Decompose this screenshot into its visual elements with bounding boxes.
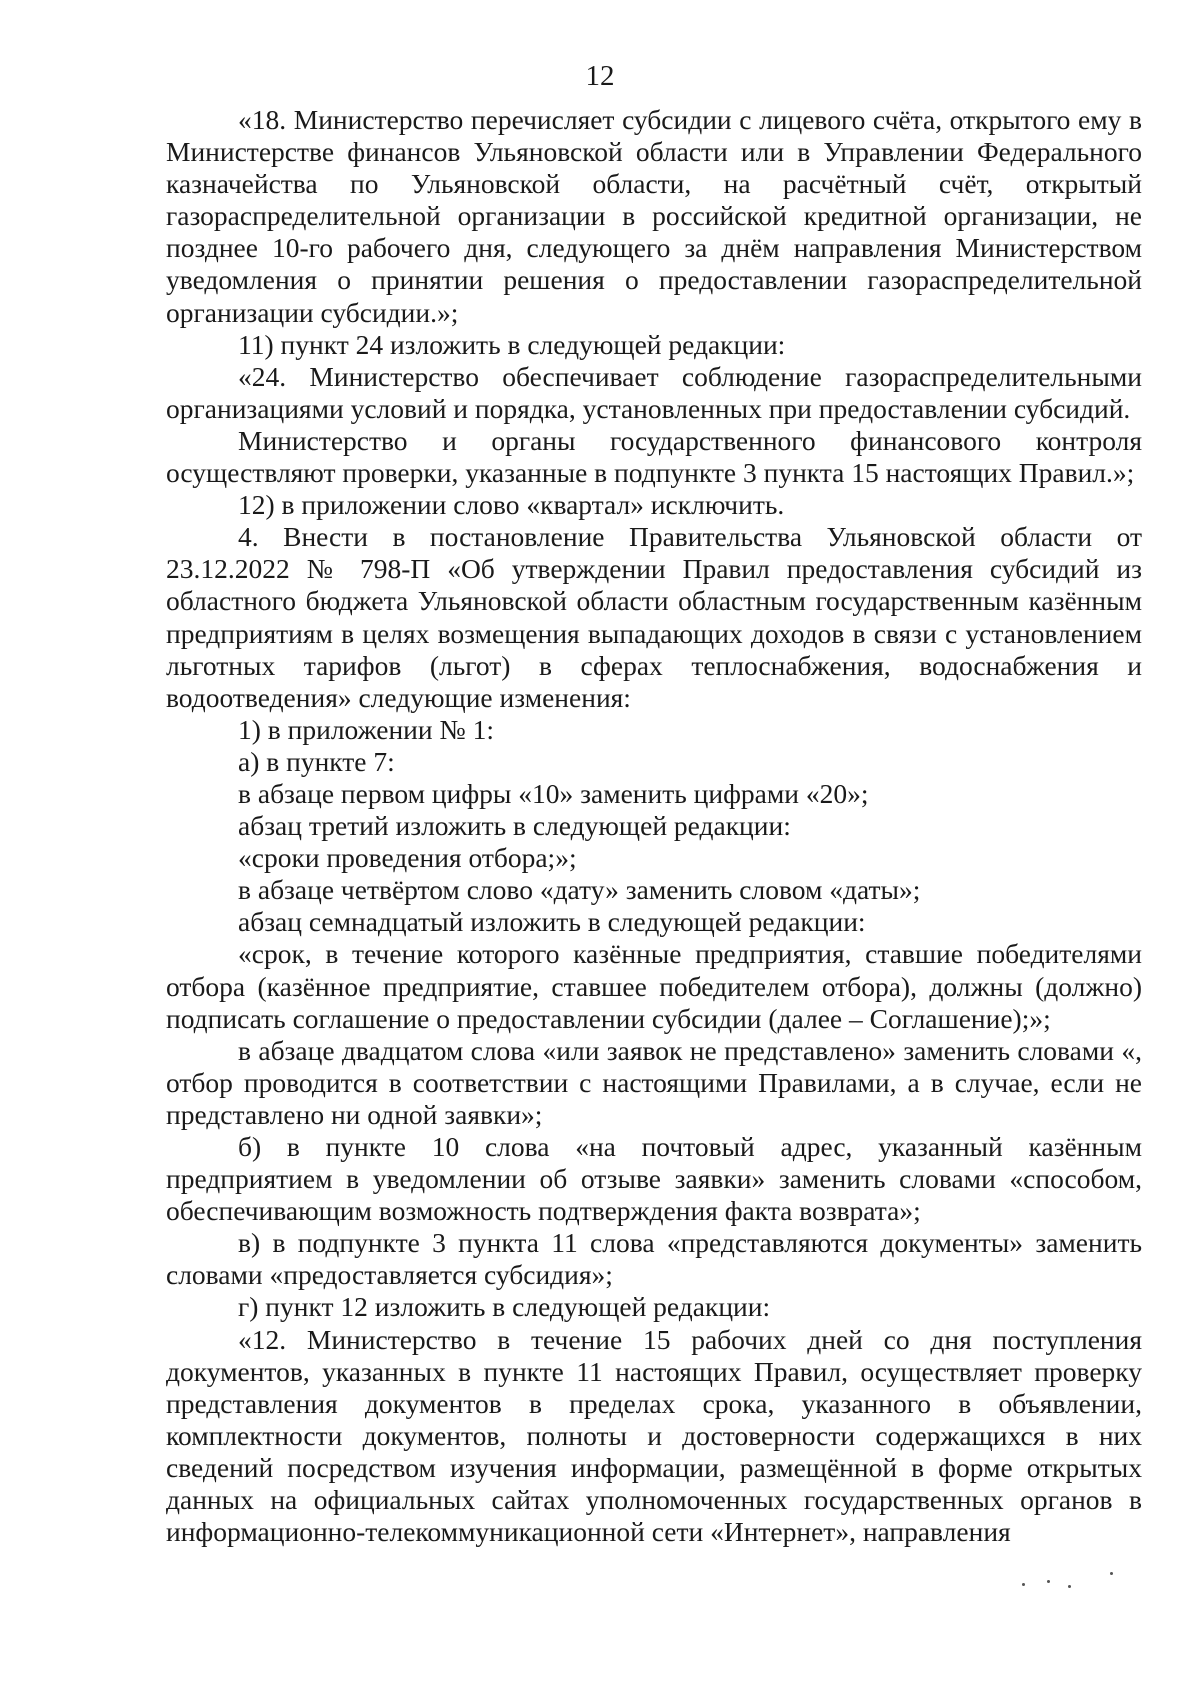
paragraph: 11) пункт 24 изложить в следующей редакции:: [238, 328, 786, 360]
paragraph: в абзаце четвёртом слово «дату» заменить словом «даты»;: [238, 874, 921, 906]
paragraph: «сроки проведения отбора;»;: [238, 842, 577, 874]
paragraph: 1) в приложении № 1:: [238, 713, 494, 745]
document-body: [166, 104, 1142, 1548]
paragraph: 12) в приложении слово «квартал» исключить.: [238, 489, 785, 521]
paragraph: Министерство и органы государственного финансового контроля осуществляют проверки, указанные в подпункте 3 пункта 15 настоящих Правил.»;: [166, 424, 1142, 489]
paragraph: б) в пункте 10 слова «на почтовый адрес, указанный казённым предприятием в уведомлении об отзыве заявки» заменить словами «способом, обеспечивающим возможность подтверждения факта возврата»;: [166, 1131, 1142, 1227]
paragraph: «срок, в течение которого казённые предприятия, ставшие победителями отбора (казённое предприятие, ставшее победителем отбора), должны (должно) подписать соглашение о предоставлении субсидии (далее – Соглашение);»;: [166, 938, 1142, 1034]
paragraph: а) в пункте 7:: [238, 745, 395, 777]
scan-speck: [1047, 1580, 1050, 1583]
paragraph: «18. Министерство перечисляет субсидии с лицевого счёта, открытого ему в Министерстве финансов Ульяновской области или в Управлении Федерального казначейства по Ульяновской области, на расчётный счёт, открытый газораспределительной организации в российской кредитной организации, не позднее 10-го рабочего дня, следующего за днём направления Министерством уведомления о принятии решения о предоставлении газораспределительной организации субсидии.»;: [166, 104, 1142, 328]
scan-speck: [1022, 1583, 1025, 1586]
paragraph: в) в подпункте 3 пункта 11 слова «представляются документы» заменить словами «предоставляется субсидия»;: [166, 1227, 1142, 1291]
paragraph: «12. Министерство в течение 15 рабочих дней со дня поступления документов, указанных в пункте 11 настоящих Правил, осуществляет проверку представления документов в пределах срока, указанного в объявлении, комплектности документов, полноты и достоверности содержащихся в них сведений посредством изучения информации, размещённой в форме открытых данных на официальных сайтах уполномоченных государственных органов в информационно-телекоммуникационной сети «Интернет», направления: [166, 1323, 1142, 1548]
paragraph: «24. Министерство обеспечивает соблюдение газораспределительными организациями условий и порядка, установленных при предоставлении субсидий.: [166, 360, 1142, 424]
paragraph: 4. Внести в постановление Правительства Ульяновской области от 23.12.2022 № 798-П «Об утверждении Правил предоставления субсидий из областного бюджета Ульяновской области областным государственным казённым предприятиям в целях возмещения выпадающих доходов в связи с установлением льготных тарифов (льгот) в сферах теплоснабжения, водоснабжения и водоотведения» следующие изменения:: [166, 521, 1142, 713]
paragraph: абзац третий изложить в следующей редакции:: [238, 810, 791, 842]
paragraph: г) пункт 12 изложить в следующей редакции:: [238, 1291, 771, 1323]
scan-speck: [1110, 1572, 1113, 1575]
scan-speck: [1068, 1585, 1071, 1588]
page-number: 12: [585, 60, 615, 92]
paragraph: в абзаце двадцатом слова «или заявок не представлено» заменить словами «, отбор проводится в соответствии с настоящими Правилами, а в случае, если не представлено ни одной заявки»;: [166, 1034, 1142, 1130]
paragraph: абзац семнадцатый изложить в следующей редакции:: [238, 906, 866, 938]
paragraph: в абзаце первом цифры «10» заменить цифрами «20»;: [238, 777, 869, 809]
